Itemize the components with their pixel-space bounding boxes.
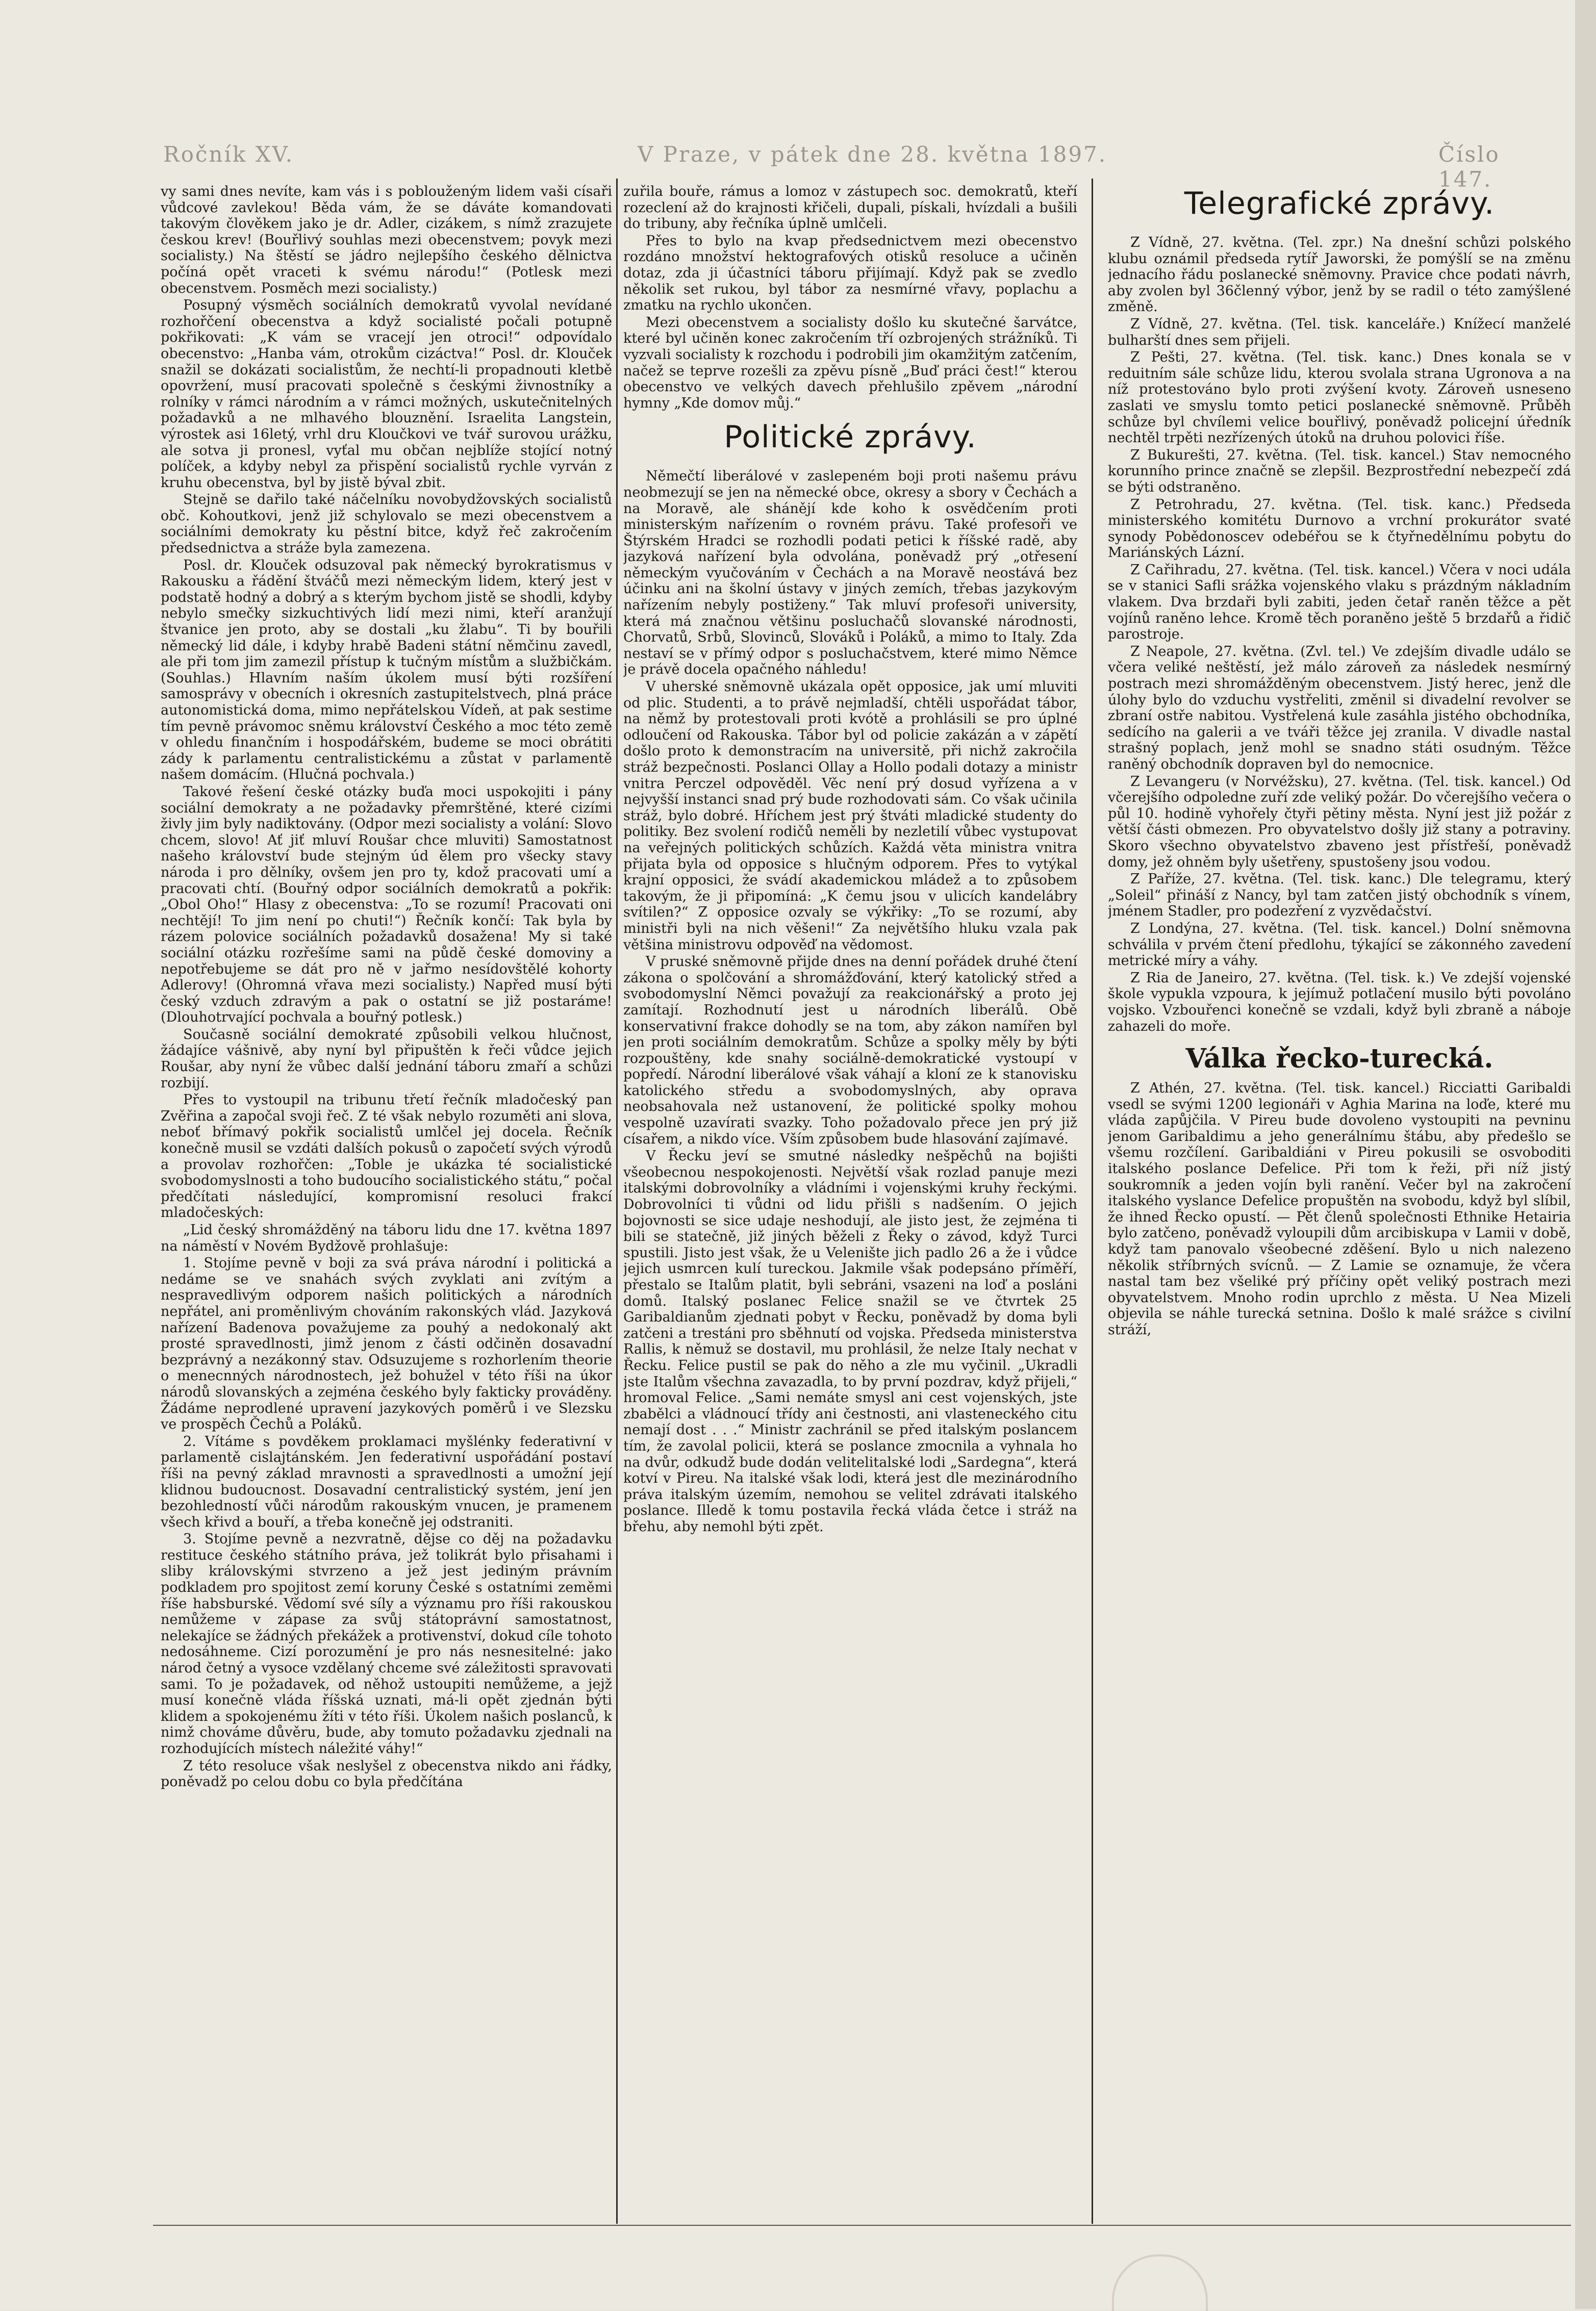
news-item: Z Levangeru (v Norvéžsku), 27. května. (Tel. tisk. kancel.) Od včerejšího odpoledne zuří zde veliký požár. Do včerejšího večera o půl 10. hodině vyhořely čtyři pětiny města. Nyní jest již požár z větší části obmezen. Pro obyvatelstvo došly již stany a potraviny. Skoro všechno obyvatelstvo zbaveno jest přístřeší, poněvadž domy, jež ohněm byly ušetřeny, spustošeny jsou vodou. — [1108, 773, 1571, 870]
paragraph: Posl. dr. Klouček odsuzoval pak německý byrokratismus v Rakousku a řádění štváčů mezi německým lidem, který jest v podstatě hodný a dobrý a s kterým bychom jistě se shodli, kdyby nebylo smečky sizkuchtivých lidí mezi nimi, kteří aranžují štvanice jen proto, aby se dostali „ku žlabu“. Ti by bouřili německý lid dále, i kdyby hrabě Badeni státní němčinu zavedl, ale při tom jim zamezil přístup k tučným místům a službičkám. (Souhlas.) Hlavním naším úkolem musí býti rozšíření samosprávy v obecních i okresních zastupitelstvech, plná práce autonomistická doma, mimo nepřátelskou Vídeň, at pak sestime tím pevně právomoc sněmu království Českého a moc této země v ohledu finančním i hospodářském, budeme se moci obrátiti zády k parlamentu centralistickému a zůstat v parlamentě našem domácím. (Hlučná pochvala.) — [161, 557, 612, 783]
paragraph: zuřila bouře, rámus a lomoz v zástupech soc. demokratů, kteří rozeclení až do krajnosti křičeli, dupali, pískali, hvízdali a bušili do tribuny, aby řečníka úplně umlčeli. — [623, 184, 1077, 232]
column-rule — [616, 179, 618, 2224]
header-date: V Praze, v pátek dne 28. května 1897. — [638, 142, 1107, 167]
paragraph: V uherské sněmovně ukázala opět opposice, jak umí mluviti od plic. Studenti, a to právě nejmladší, chtěli uspořádat tábor, na němž by protestovali proti kvótě a prohlásili se pro úplné odloučení od Rakouska. Tábor byl od policie zakázán a v zápětí došlo proto k demonstracím na universitě, při nichž zakročila stráž bezpečnosti. Poslanci Ollay a Hollo podali dotazy a ministr vnitra Perczel odpověděl. Věc není prý dosud vyřízena a v nejvyšší instanci snad prý bude rozhodovati sám. Co však učinila stráž, bylo dobré. Hříchem jest prý štváti mladické studenty do politiky. Bez svolení rodičů neměli by nezletilí vůbec vystupovat na veřejných politických schůzích. Každá věta ministra vnitra přijata byla od opposice s hlučným odporem. Přes to vytýkal krajní opposici, že svádí akademickou mládež a to způsobem takovým, že ji připomíná: „K čemu jsou v ulicích kandelábry svítilen?“ Z opposice ozvaly se výkřiky: „To se rozumí, aby ministři byli na nich věšeni!“ Za největšího hluku vzala pak většina ministrovu odpověď na vědomost. — [623, 679, 1077, 953]
paragraph: „Lid český shromážděný na táboru lidu dne 17. května 1897 na náměstí v Novém Bydžově prohlašuje: — [161, 1222, 612, 1254]
section-heading-political: Politické zprávy. — [724, 419, 977, 455]
library-stamp-icon — [1112, 2254, 1208, 2311]
page-header — [153, 137, 1561, 192]
paragraph: Z této resoluce však neslyšel z obecenstva nikdo ani řádky, poněvadž po celou dobu co byla předčítána — [161, 1758, 612, 1790]
news-item: Z Ria de Janeiro, 27. května. (Tel. tisk. k.) Ve zdejší vojenské škole vypukla vzpoura, k jejímuž potlačení musilo býti povoláno vojsko. Vzbouřenci konečně se vzdali, když byli zbraně a náboje zahazeli do moře. — [1108, 970, 1571, 1034]
paragraph: Němečtí liberálové v zaslepeném boji proti našemu právu neobmezují se jen na německé obce, okresy a sbory v Čechách a na Moravě, ale shánějí kde koho k osvědčením proti ministerským nařízením o rovném právu. Také profesoři ve Štýrském Hradci se rozhodli podati petici k říšské radě, aby jazyková nařízení byla odvolána, poněvadž prý „otřesení německým vyučováním v Čechách a na Moravě neostává bez účinku ani na školní ústavy v jiných zemích, třebas jazykovým nařízením nebyly postiženy.“ Tak mluví profesoři university, která má značnou většinu posluchačů slovanské národnosti, Chorvatů, Srbů, Slovinců, Slováků i Poláků, a mimo to Italy. Zda nestaví se v přímý odpor s posluchačstvem, které mimo Němce je právě docela opačného náhledu! — [623, 468, 1077, 678]
paragraph: Současně sociální demokraté způsobili velkou hlučnost, žádajíce vášnivě, aby nyní byl připuštěn k řeči vůdce jejich Roušar, aby nyní že vůbec další jednání táboru zmaří a schůzi rozbijí. — [161, 1026, 612, 1091]
page-edge — [1575, 0, 1596, 2309]
paragraph: Stejně se dařilo také náčelníku novobydžovských socialistů obč. Kohoutkovi, jenž již schylovalo se mezi obecenstvem a sociálními demokraty ku pěstní bitce, když řeč zakročením předsednictva a stráže byla zamezena. — [161, 492, 612, 556]
paragraph: Takové řešení české otázky buďa moci uspokojiti i pány sociální demokraty a ne požadavky přemrštěné, které cizími živly jim byly nadiktovány. (Odpor mezi socialisty a volání: Slovo chcem, slovo! Ať jiť mluví Roušar chce mluviti) Samostatnost našeho království bude stejným úd ělem pro všecky stavy národa i pro dělníky, ovšem jen pro ty, kdož pracovati umí a pracovati chtí. (Bouřný odpor sociálních demokratů a pokřik: „Obol Oho!“ Hlasy z obecenstva: „To se rozumí! Pracovati oni nechtějí! To jim není po chuti!“) Řečník končí: Tak byla by rázem polovice sociálních požadavků dosažena! My si také sociální otázku rozřešíme sami na půdě české domoviny a nepotřebujeme se dát pro ně v jařmo nesídovštělé kohorty Adlerovy! (Ohromná vřava mezi socialisty.) Napřed musí býti český vzduch zdravým a pak o ostatní se již postaráme! (Dlouhotrvající pochvala a bouřný potlesk.) — [161, 783, 612, 1026]
column-rule — [1092, 179, 1093, 2224]
column-3 — [1108, 184, 1571, 2219]
news-item: Z Londýna, 27. května. (Tel. tisk. kancel.) Dolní sněmovna schválila v prvém čtení předlohu, týkající se zákonného zavedení metrické míry a váhy. — [1108, 920, 1571, 969]
header-volume: Ročník XV. — [163, 142, 294, 167]
section-heading-telegraphic: Telegrafické zprávy. — [1184, 186, 1495, 221]
paragraph: V pruské sněmovně přijde dnes na denní pořádek druhé čtení zákona o spolčování a shromážďování, který katolický střed a svobodomyslní Němci považují za reakcionářský a proto jej zamítají. Rozhodnutí jest u národních liberálů. Obě konservativní frakce dohodly se na tom, aby zákon namířen byl jen proti sociálním demokratům. Schůze a spolky měly by býti rozpouštěny, kde snahy sociálně-demokratické vystoupí v popředí. Národní liberálové však váhají a kloní ze k stanovisku katolického středu a svobodomyslných, aby oprava neobsahovala než ustanovení, že politické spolky mohou vespolně uzavírati svazky. Toho požadovalo přece jen prý již císařem, a nikdo více. Vším způsobem bude hlasování zajímavé. — [623, 954, 1077, 1147]
paragraph: Mezi obecenstvem a socialisty došlo ku skutečné šarvátce, které byl učiněn konec zakročením tří ozbrojených strážníků. Ti vyzvali socialisty k rozchodu i podrobili jim okamžitým zatčením, načež se teprve rozešli za zpěvu písně „Buď práci čest!“ kterou obecenstvo ve velkých davech přehlušilo zpěvem „národní hymny „Kde domov můj.“ — [623, 314, 1077, 411]
bottom-rule — [153, 2225, 1571, 2226]
news-item: Z Vídně, 27. května. (Tel. zpr.) Na dnešní schůzi polského klubu oznámil předseda rytíř Jaworski, že pomýšlí se na změnu jednacího řádu poslanecké sněmovny. Pravice chce podati návrh, aby zvolen byl 36členný výbor, jenž by se radil o této zamýšlené změně. — [1108, 235, 1571, 315]
column-2 — [623, 184, 1077, 2219]
news-item: Z Neapole, 27. května. (Zvl. tel.) Ve zdejším divadle událo se včera veliké neštěstí, jež málo zároveň za následek nesmírný postrach mezi shromážděným obecenstvem. Jistý herec, jenž dle úlohy bylo do vzduchu vystřeliti, změnil si divadelní revolver se zbraní ostře nabitou. Vystřelená kule zasáhla jistého obchodníka, sedícího na galerii a ve tváři těžce jej zranila. V divadle nastal strašný poplach, jenž mohl se snadno státi osudným. Těžce raněný obchodník dopraven byl do nemocnice. — [1108, 643, 1571, 772]
news-item: Z Pešti, 27. května. (Tel. tisk. kanc.) Dnes konala se v reduitním sále schůze lidu, kterou svolala strana Ugronova a na níž protestováno bylo proti zvýšení kvoty. Zároveň usneseno zaslati ve smyslu tomto petici poslanecké sněmovně. Průběh schůze byl chvílemi velice bouřlivý, poněvadž policejní úředník nechtěl trpěti nezřízených útoků na druhou polovici říše. — [1108, 349, 1571, 446]
news-item: Z Paříže, 27. května. (Tel. tisk. kanc.) Dle telegramu, který „Soleil“ přináší z Nancy, byl tam zatčen jistý obchodník s vínem, jménem Stadler, pro podezření z vyzvědačství. — [1108, 871, 1571, 920]
paragraph: 1. Stojíme pevně v boji za svá práva národní i politická a nedáme se ve snahách svých zvyklati ani zvítým a nespravedlivým odporem našich politických a národních nepřátel, ani proměnlivým chováním rakonských vlád. Jazyková nařízení Badenova považujeme za pouhý a nedokonalý akt prosté spravedlnosti, jimž jenom z části odčiněn dosavadní bezprávný a nezákonný stav. Odsuzujeme s rozhorlením theorie o menecnných národnostech, jež bohužel v této říši na úkor národů slovanských a zejména českého byly fakticky prováděny. Žádáme neprodlené upravení jazykových poměrů i ve Slezsku ve prospěch Čechů a Poláků. — [161, 1255, 612, 1433]
section-heading-war: Válka řecko-turecká. — [1185, 1043, 1493, 1075]
paragraph: Posupný výsměch sociálních demokratů vyvolal nevídané rozhořčení obecenstva a když socialisté počali potupně pokřikovati: „K vám se vracejí jen otroci!“ odpovídalo obecenstvo: „Hanba vám, otrokům cizáctva!“ Posl. dr. Klouček snažil se dokázati socialistům, že nechtí-li propadnouti kletbě opovržení, musí pracovati společně s českými živnostníky a rolníky v rámci národním a v rámci možných, uskutečnitelných požadavků a ne mlhavého blouznění. Israelita Langstein, výrostek asi 16letý, vrhl dru Kloučkovi ve tvář surovou urážku, ale sotva ji pronesl, vyťal mu občan nejblíže stojící notný políček, a kdyby nebyl za přispění socialistů rychle vyrván z kruhu obecenstva, byl by jistě býval zbit. — [161, 297, 612, 491]
paragraph: vy sami dnes nevíte, kam vás i s poblouženým lidem vaši císaři vůdcové zavlekou! Běda vám, že se dáváte komandovati takovým člověkem jako je dr. Adler, cizákem, s nímž zrazujete českou krev! (Bouřlivý souhlas mezi obecenstvem; povyk mezi socialisty.) Na štěstí se jádro nejlepšího českého dělnictva počíná opět vraceti k svému národu!“ (Potlesk mezi obecenstvem. Posměch mezi socialisty.) — [161, 184, 612, 296]
news-item: Z Vídně, 27. května. (Tel. tisk. kanceláře.) Knížecí manželé bulharští dnes sem přijeli. — [1108, 316, 1571, 348]
paragraph: V Řecku jeví se smutné následky nešpěchů na bojišti všeobecnou nespokojenosti. Největší však rozlad panuje mezi italskými dobrovolníky a vládními i vojenskými kruhy řeckými. Dobrovolníci ti vůdni od lidu přišli s nadšením. O jejich bojovnosti se sice udaje neshodují, ale jisto jest, že zejména ti bili se statečně, již jiných běželi z Řeky o závod, když Turci spustili. Jisto jest však, že u Velenište jich padlo 26 a že i vůdce jejich usmrcen kulí tureckou. Jakmile však podepsáno příměří, přestalo se Italům platit, byli sebráni, vsazeni na loď a posláni domů. Italský poslanec Felice snažil se ve čtvrtek 25 Garibaldianům zjednati pobyt v Řecku, poněvadž by doma byli zatčeni a trestáni pro sběhnutí od vojska. Předseda ministerstva Rallis, k němuž se dostavil, mu prohlásil, že nelze Italy nechat v Řecku. Felice pustil se pak do něho a zle mu vyčinil. „Ukradli jste Italům všechna zavazadla, to by první pozdrav, když přijeli,“ hromoval Felice. „Sami nemáte smysl ani cest vojenských, jste zbabělci a vládnoucí třídy ani čestnosti, ani vlasteneckého citu nemají dost . . .“ Ministr zachránil se před italským poslancem tím, že zavolal policii, která se poslance zmocnila a vyhnala ho na dvůr, odkudž bude dodán velitelitalské lodi „Sardegna“, která kotví v Pireu. Na italské však lodi, která jest dle mezinárodního práva italským územím, nemohou se velitel zdrávati italského poslance. Illedě k tomu postavila řecká vláda četce i stráž na břehu, aby nemohl býti zpět. — [623, 1148, 1077, 1535]
paragraph: Přes to vystoupil na tribunu třetí řečník mladočeský pan Zvěřina a započal svoji řeč. Z té však nebylo rozuměti ani slova, neboť břímavý pokřik socialistů umlčel jej docela. Řečník konečně musil se vzdáti dalších pokusů o započetí svých výrodů a provolav rozhořčen: „Toble je ukázka té socialistické svobodomyslnosti a toho budoucího socialistického státu,“ počal předčítati následující, kompromisní resoluci frakcí mladočeských: — [161, 1092, 612, 1221]
paragraph: 2. Vítáme s povděkem proklamaci myšlénky federativní v parlamentě cislajtánském. Jen federativní uspořádání postaví říši na pevný základ mravnosti a spravedlnosti a umožní její klidnou budoucnost. Dosavadní centralistický systém, jení jen bezohledností vůči národům rakouským vnucen, je pramenem všech křivd a bouří, a třeba konečně jej odstraniti. — [161, 1433, 612, 1530]
header-issue: Číslo 147. — [1438, 142, 1500, 192]
news-item: Z Bukurešti, 27. května. (Tel. tisk. kancel.) Stav nemocného korunního prince značně se zlepšil. Bezprostřední nebezpečí zdá se býti odstraněno. — [1108, 447, 1571, 495]
column-1 — [161, 184, 612, 2219]
news-item: Z Petrohradu, 27. května. (Tel. tisk. kanc.) Předseda ministerského komitétu Durnovo a vrchní prokurátor svaté synody Pobědonoscev odebéřou se k čtyřnedělnímu pobytu do Mariánských Lázní. — [1108, 496, 1571, 561]
paragraph: Přes to bylo na kvap předsednictvem mezi obecenstvo rozdáno množství hektografových otisků resoluce a učiněn dotaz, zda ji účastníci táboru přijímají. Když pak se zvedlo několik set rukou, byl tábor za nesmírné vřavy, poplachu a zmatku na rychlo ukončen. — [623, 233, 1077, 314]
paragraph: 3. Stojíme pevně a nezvratně, dějse co děj na požadavku restituce českého státního práva, jež tolikrát bylo přisahami i sliby královskými stvrzeno a jež jest jediným právním podkladem pro spojitost zemí koruny České s ostatními zeměmi říše habsburské. Vědomí své síly a významu pro říši rakouskou nemůžeme v zápase za svůj státoprávní samostatnost, nelekajíce se žádných překážek a protivenství, dokud cíle tohoto nedosáhneme. Cizí porozumění je pro nás nesnesitelné: jako národ četný a vysoce vzdělaný chceme své záležitosti spravovati sami. To je požadavek, od něhož ustoupiti nemůžeme, a jejž musí konečně vláda říšská uznati, má-li opět zjednán býti klidem a spokojenému žíti v této říši. Úkolem našich poslanců, k nimž chováme důvěru, bude, aby tomuto požadavku zjednali na rozhodujících místech náležité váhy!“ — [161, 1531, 612, 1757]
news-item: Z Cařihradu, 27. května. (Tel. tisk. kancel.) Včera v noci udála se v stanici Safli srážka vojenského vlaku s prázdným nákladním vlakem. Dva brzdaři byli zabiti, jeden četař raněn těžce a pět vojínů raněno lehce. Kromě těch poraněno ještě 5 brzdařů a řidič parostroje. — [1108, 562, 1571, 643]
news-item: Z Athén, 27. května. (Tel. tisk. kancel.) Ricciatti Garibaldi vsedl se svými 1200 legionáři v Aghia Marina na loďe, které mu vláda zapůjčila. V Pireu bude dovoleno vystoupiti na pevninu jenom Garibaldimu a jeho generálnímu štábu, aby předešlo se všemu rozčílení. Garibaldiáni v Pireu pokusili se osvoboditi italského poslance Defelice. Při tom k řeži, při níž jistý soukromník a jeden vojín byli ranění. Večer byl na zakročení italského vyslance Defelice propuštěn na svobodu, když byl slíbil, že ihned Řecko opustí. — Pět členů společnosti Ethnike Hetairia bylo zatčeno, poněvadž vyloupili dům arcibiskupa v Lamii v době, když tam panovalo všeobecné zděšení. Bylo u nich nalezeno několik stříbrných svícnů. — Z Lamie se oznamuje, že včera nastal tam bez všeliké prý příčiny opět veliký postrach mezi obyvatelstvem. Mnoho rodin uprchlo z města. U Nea Mizeli objevila se náhle turecká setnina. Došlo k malé srážce s civilní stráží, — [1108, 1080, 1571, 1338]
